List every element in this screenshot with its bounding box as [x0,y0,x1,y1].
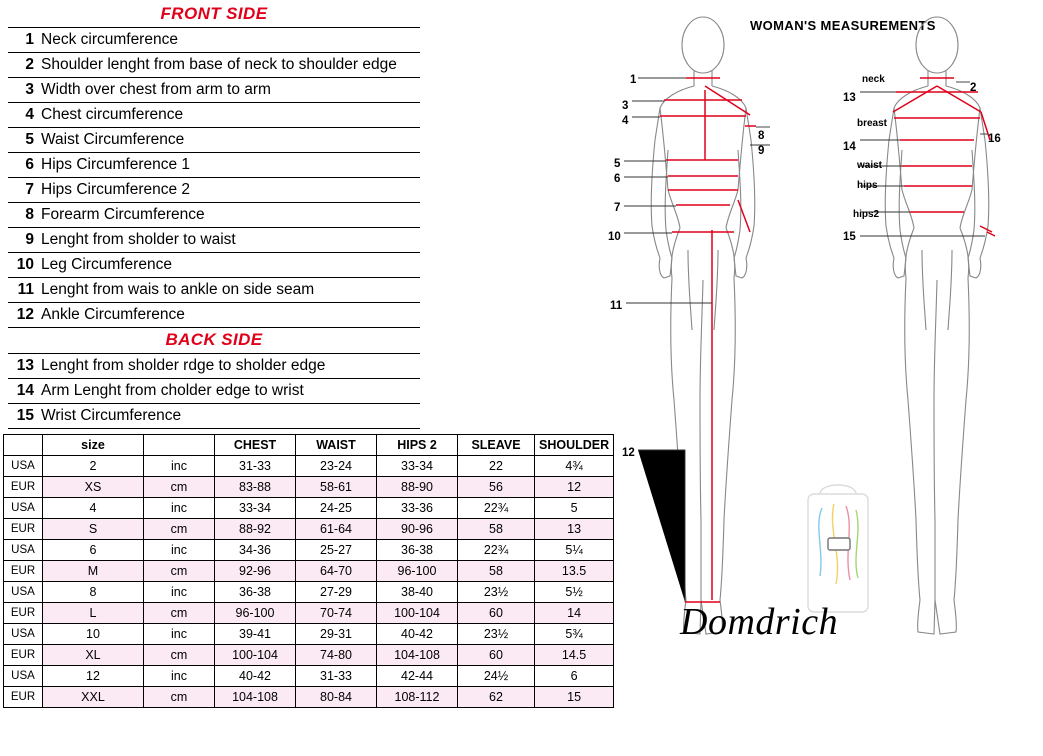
measurement-row [8,153,420,178]
size-row-size: 4 [43,498,144,519]
table-row [4,519,614,540]
size-row-sleave: 22¾ [458,498,535,519]
size-row-shoulder: 4¾ [535,456,614,477]
size-row-sleave: 24½ [458,666,535,687]
size-row-waist: 31-33 [296,666,377,687]
size-row-hips2: 40-42 [377,624,458,645]
diagram-part-label: waist [857,160,883,171]
size-row-unit: inc [144,456,215,477]
size-row-chest: 83-88 [215,477,296,498]
measurement-label: Neck circumference [41,31,178,48]
size-row-region: USA [4,582,43,603]
size-row-hips2: 33-36 [377,498,458,519]
diagram-callout: 2 [970,82,977,94]
measurement-label: Forearm Circumference [41,206,205,223]
size-row-hips2: 33-34 [377,456,458,477]
measurement-number: 3 [25,81,34,98]
size-row-region: USA [4,624,43,645]
table-row [4,666,614,687]
size-row-unit: cm [144,603,215,624]
size-row-size: XXL [43,687,144,708]
size-row-size: 10 [43,624,144,645]
size-row-region: EUR [4,687,43,708]
front-measurement-rows [8,28,420,328]
size-row-shoulder: 12 [535,477,614,498]
measurement-number: 4 [25,106,34,123]
size-row-shoulder: 5½ [535,582,614,603]
size-row-hips2: 88-90 [377,477,458,498]
size-row-waist: 70-74 [296,603,377,624]
size-row-shoulder: 5¼ [535,540,614,561]
size-row-sleave: 62 [458,687,535,708]
size-row-waist: 27-29 [296,582,377,603]
diagram-title: WOMAN'S MEASUREMENTS [750,18,936,33]
size-row-waist: 23-24 [296,456,377,477]
size-chart-header [4,435,614,456]
measurement-label: Lenght from sholder to waist [41,231,236,248]
size-row-hips2: 108-112 [377,687,458,708]
size-row-unit: inc [144,666,215,687]
size-row-sleave: 22¾ [458,540,535,561]
size-row-size: XL [43,645,144,666]
size-row-sleave: 23½ [458,582,535,603]
diagram-callout: 14 [843,141,856,153]
size-row-waist: 64-70 [296,561,377,582]
diagram-callout: 12 [622,447,635,459]
size-row-region: USA [4,540,43,561]
diagram-callout: 1 [630,74,637,86]
diagram-callout: 16 [988,133,1001,145]
size-chart-table [3,434,614,708]
measurement-row [8,128,420,153]
size-row-sleave: 58 [458,561,535,582]
th-unit [144,435,215,456]
size-row-hips2: 90-96 [377,519,458,540]
table-row [4,456,614,477]
size-row-region: EUR [4,519,43,540]
measurement-label: Leg Circumference [41,256,172,273]
size-row-unit: cm [144,687,215,708]
table-row [4,687,614,708]
size-row-hips2: 100-104 [377,603,458,624]
measurement-row [8,78,420,103]
table-row [4,477,614,498]
front-side-title: FRONT SIDE [8,2,420,28]
measurement-row [8,404,420,429]
diagram-part-label: hips [857,180,878,191]
diagram-part-label: neck [862,74,885,85]
size-row-waist: 58-61 [296,477,377,498]
size-row-size: 8 [43,582,144,603]
measurement-label: Waist Circumference [41,131,185,148]
size-row-hips2: 42-44 [377,666,458,687]
size-row-chest: 96-100 [215,603,296,624]
size-row-hips2: 96-100 [377,561,458,582]
diagram-callout: 9 [758,145,765,157]
size-row-region: EUR [4,561,43,582]
th-shoulder: SHOULDER [535,435,614,456]
th-chest: CHEST [215,435,296,456]
measurement-label: Hips Circumference 1 [41,156,191,173]
size-row-unit: cm [144,645,215,666]
th-size: size [43,435,144,456]
measurement-label: Hips Circumference 2 [41,181,191,198]
diagram-callout: 13 [843,92,856,104]
size-row-size: 6 [43,540,144,561]
diagram-callout: 7 [614,202,621,214]
size-row-chest: 39-41 [215,624,296,645]
measurement-label: Shoulder lenght from base of neck to shoulder edge [41,56,397,73]
size-row-size: L [43,603,144,624]
size-row-chest: 40-42 [215,666,296,687]
size-row-waist: 61-64 [296,519,377,540]
th-sleave: SLEAVE [458,435,535,456]
measurement-number: 11 [17,281,34,298]
diagram-callout: 10 [608,231,621,243]
size-row-sleave: 60 [458,603,535,624]
diagram-part-label: hips2 [853,209,880,220]
size-row-region: USA [4,498,43,519]
measurement-row [8,354,420,379]
size-row-size: 12 [43,666,144,687]
measurement-label: Arm Lenght from cholder edge to wrist [41,382,304,399]
measurement-label: Lenght from sholder rdge to sholder edge [41,357,326,374]
measurement-number: 10 [16,256,34,273]
measurement-row [8,303,420,328]
size-row-size: S [43,519,144,540]
size-row-waist: 80-84 [296,687,377,708]
measurement-row [8,53,420,78]
th-hips2: HIPS 2 [377,435,458,456]
size-row-chest: 31-33 [215,456,296,477]
size-row-unit: inc [144,498,215,519]
measurement-number: 15 [16,407,34,424]
size-row-unit: inc [144,624,215,645]
table-row [4,582,614,603]
measurement-label: Wrist Circumference [41,407,182,424]
size-row-region: EUR [4,645,43,666]
measurement-label: Lenght from wais to ankle on side seam [41,281,315,298]
table-row [4,624,614,645]
measurement-number: 8 [25,206,34,223]
size-row-unit: cm [144,561,215,582]
size-row-region: USA [4,456,43,477]
size-row-sleave: 60 [458,645,535,666]
measurement-number: 9 [25,231,34,248]
measurement-label: Chest circumference [41,106,184,123]
size-row-sleave: 58 [458,519,535,540]
size-row-shoulder: 13.5 [535,561,614,582]
diagram-callout: 4 [622,115,629,127]
measurement-row [8,28,420,53]
measurement-label: Ankle Circumference [41,306,185,323]
measurement-row [8,178,420,203]
measurement-number: 6 [25,156,34,173]
size-row-waist: 25-27 [296,540,377,561]
diagram-part-label: breast [857,118,888,129]
measurement-number: 5 [25,131,34,148]
size-row-shoulder: 5 [535,498,614,519]
back-side-title: BACK SIDE [8,328,420,354]
table-header-row [4,435,614,456]
size-row-unit: cm [144,477,215,498]
size-row-waist: 74-80 [296,645,377,666]
diagram-callout: 5 [614,158,621,170]
measurement-row [8,379,420,404]
size-row-shoulder: 14 [535,603,614,624]
size-row-waist: 29-31 [296,624,377,645]
diagram-callout: 6 [614,173,621,185]
th-region [4,435,43,456]
diagram-callout: 8 [758,130,765,142]
size-row-hips2: 36-38 [377,540,458,561]
size-row-chest: 100-104 [215,645,296,666]
measurement-row [8,103,420,128]
size-row-hips2: 104-108 [377,645,458,666]
diagram-callout: 3 [622,100,629,112]
brand-logo-mark [790,480,886,620]
measurement-row [8,253,420,278]
table-row [4,540,614,561]
measurement-number: 2 [25,56,34,73]
size-row-size: 2 [43,456,144,477]
size-row-shoulder: 5¾ [535,624,614,645]
measurement-label: Width over chest from arm to arm [41,81,271,98]
brand-name: Domdrich [680,601,839,643]
measurement-row [8,203,420,228]
measurement-number: 1 [25,31,34,48]
size-chart-body [4,456,614,708]
size-row-region: EUR [4,477,43,498]
table-row [4,603,614,624]
size-row-unit: cm [144,519,215,540]
back-measurement-rows [8,354,420,429]
size-row-size: M [43,561,144,582]
measurement-number: 14 [16,382,34,399]
size-row-chest: 36-38 [215,582,296,603]
size-row-chest: 34-36 [215,540,296,561]
size-row-chest: 104-108 [215,687,296,708]
size-row-unit: inc [144,540,215,561]
size-row-chest: 92-96 [215,561,296,582]
diagram-callout: 15 [843,231,856,243]
size-row-sleave: 22 [458,456,535,477]
size-row-shoulder: 13 [535,519,614,540]
size-row-shoulder: 14.5 [535,645,614,666]
measurement-row [8,278,420,303]
size-row-sleave: 23½ [458,624,535,645]
size-row-waist: 24-25 [296,498,377,519]
size-row-size: XS [43,477,144,498]
size-row-region: EUR [4,603,43,624]
measurement-number: 13 [16,357,34,374]
size-row-sleave: 56 [458,477,535,498]
measurement-number: 12 [16,306,34,323]
measurement-number: 7 [25,181,34,198]
th-waist: WAIST [296,435,377,456]
table-row [4,498,614,519]
table-row [4,561,614,582]
size-row-shoulder: 15 [535,687,614,708]
diagram-callout: 11 [610,300,623,312]
measurement-row [8,228,420,253]
size-row-shoulder: 6 [535,666,614,687]
size-row-unit: inc [144,582,215,603]
table-row [4,645,614,666]
size-row-region: USA [4,666,43,687]
size-row-chest: 33-34 [215,498,296,519]
measurement-list [8,2,420,429]
size-row-hips2: 38-40 [377,582,458,603]
size-row-chest: 88-92 [215,519,296,540]
